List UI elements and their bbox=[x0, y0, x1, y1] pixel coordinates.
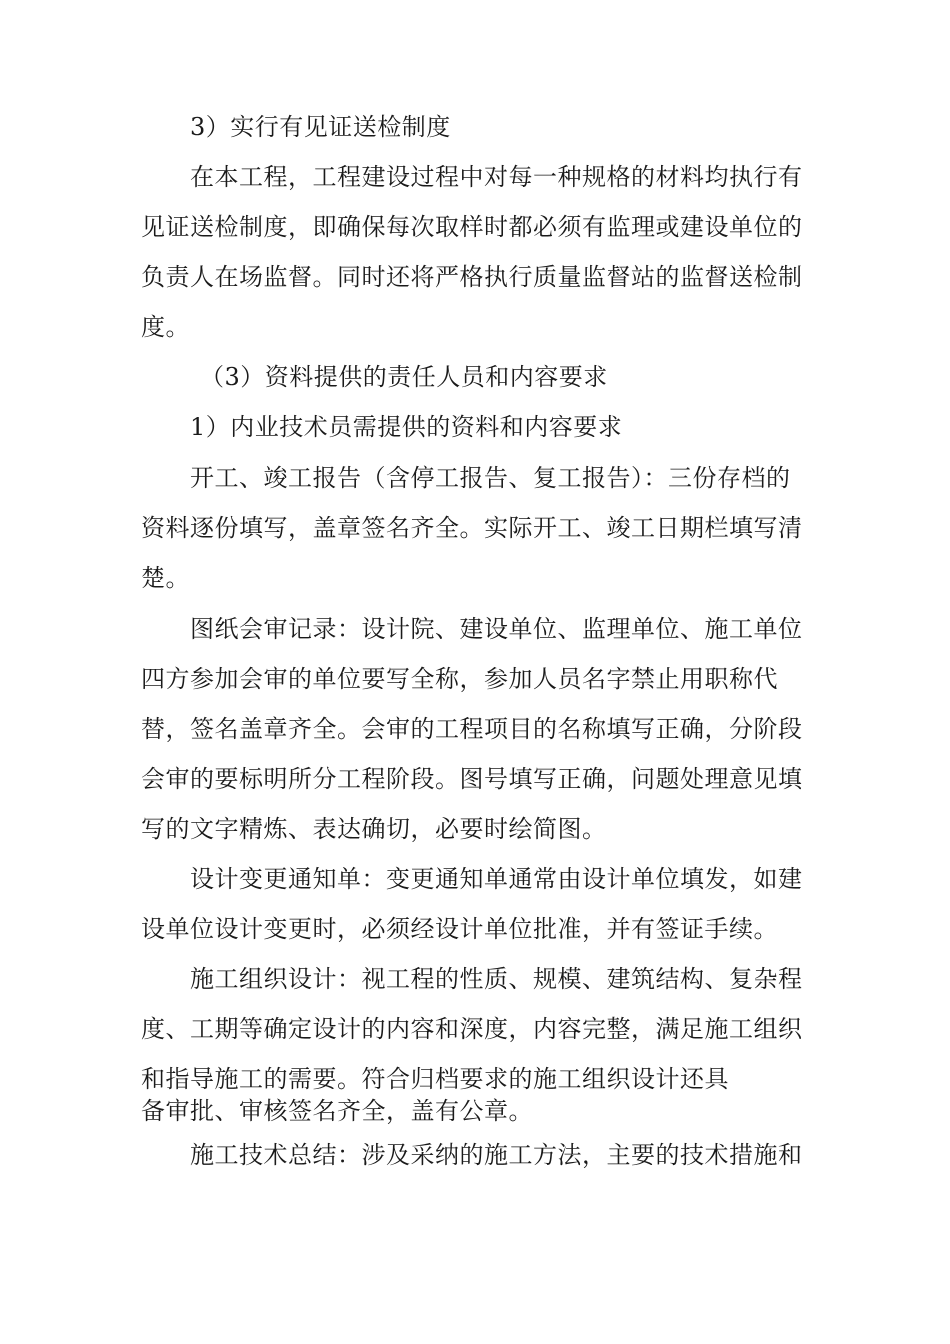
heading-witness-inspection: 3）实行有见证送检制度 bbox=[190, 113, 451, 141]
section-heading: （3）资料提供的责任人员和内容要求 bbox=[200, 363, 608, 391]
paragraph-line: 度。 bbox=[141, 313, 190, 341]
paragraph-line: 见证送检制度，即确保每次取样时都必须有监理或建设单位的 bbox=[141, 213, 803, 241]
paragraph-line: 开工、竣工报告（含停工报告、复工报告）：三份存档的 bbox=[190, 464, 791, 492]
paragraph-line: 四方参加会审的单位要写全称，参加人员名字禁止用职称代 bbox=[141, 665, 778, 693]
paragraph-line: 图纸会审记录：设计院、建设单位、监理单位、施工单位 bbox=[190, 615, 803, 643]
paragraph-line: 替，签名盖章齐全。会审的工程项目的名称填写正确，分阶段 bbox=[141, 715, 803, 743]
paragraph-line: 设计变更通知单：变更通知单通常由设计单位填发，如建 bbox=[190, 865, 803, 893]
paragraph-line: 资料逐份填写，盖章签名齐全。实际开工、竣工日期栏填写清 bbox=[141, 514, 803, 542]
paragraph-line: 楚。 bbox=[141, 564, 190, 592]
paragraph-line: 备审批、审核签名齐全，盖有公章。 bbox=[141, 1097, 533, 1125]
paragraph-line: 和指导施工的需要。符合归档要求的施工组织设计还具 bbox=[141, 1065, 729, 1093]
paragraph-line: 在本工程，工程建设过程中对每一种规格的材料均执行有 bbox=[190, 163, 803, 191]
paragraph-line: 会审的要标明所分工程阶段。图号填写正确，问题处理意见填 bbox=[141, 765, 803, 793]
paragraph-line: 施工组织设计：视工程的性质、规模、建筑结构、复杂程 bbox=[190, 965, 803, 993]
paragraph-line: 施工技术总结：涉及采纳的施工方法，主要的技术措施和 bbox=[190, 1141, 803, 1169]
subsection-heading: 1）内业技术员需提供的资料和内容要求 bbox=[190, 413, 623, 441]
paragraph-line: 设单位设计变更时，必须经设计单位批准，并有签证手续。 bbox=[141, 915, 778, 943]
paragraph-line: 负责人在场监督。同时还将严格执行质量监督站的监督送检制 bbox=[141, 263, 803, 291]
paragraph-line: 写的文字精炼、表达确切，必要时绘简图。 bbox=[141, 815, 607, 843]
paragraph-line: 度、工期等确定设计的内容和深度，内容完整，满足施工组织 bbox=[141, 1015, 803, 1043]
